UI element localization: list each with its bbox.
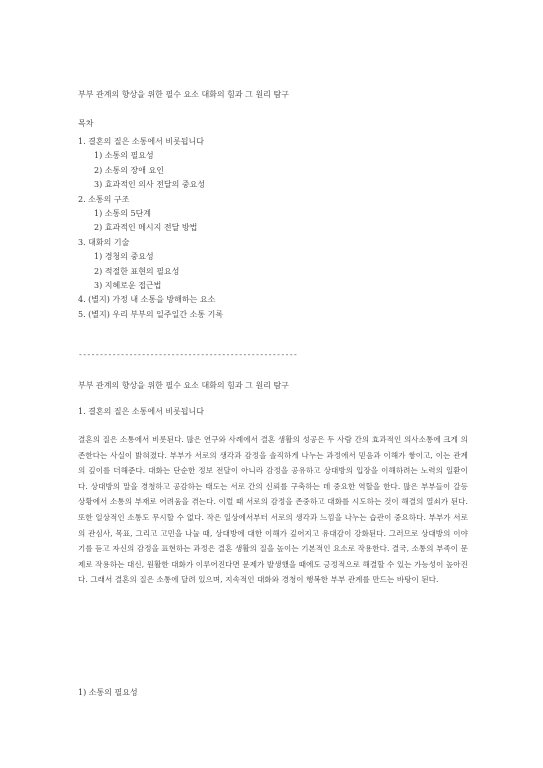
toc-item: 3) 지혜로운 접근법 — [94, 280, 162, 290]
document-title-repeat: 부부 관계의 향상을 위한 필수 요소 대화의 힘과 그 원리 탐구 — [78, 381, 289, 390]
toc-item: 2) 효과적인 메시지 전달 방법 — [94, 223, 198, 233]
toc-item: 1) 소통의 5단계 — [94, 208, 152, 218]
toc-item: 2) 적절한 표현의 필요성 — [94, 266, 180, 276]
section-heading: 1. 결혼의 질은 소통에서 비롯됩니다 — [78, 407, 204, 416]
toc-item: 1) 경청의 중요성 — [94, 252, 154, 262]
toc-heading: 목차 — [78, 119, 94, 128]
toc-item: 3) 효과적인 의사 전달의 중요성 — [94, 180, 206, 190]
section-divider: ---------------------------------------------------- — [78, 350, 298, 359]
subsection-heading: 1) 소통의 필요성 — [78, 688, 138, 697]
toc-item: 1) 소통의 필요성 — [94, 151, 154, 161]
table-of-contents — [78, 135, 223, 322]
toc-item: 5. (별지) 우리 부부의 일주일간 소통 기록 — [78, 309, 224, 319]
toc-item: 2) 소통의 장애 요인 — [94, 165, 164, 175]
toc-item: 1. 결혼의 질은 소통에서 비롯됩니다 — [78, 137, 204, 146]
document-title: 부부 관계의 향상을 위한 필수 요소 대화의 힘과 그 원리 탐구 — [78, 90, 289, 99]
toc-item: 4. (별지) 가정 내 소통을 방해하는 요소 — [78, 295, 216, 305]
section-body-paragraph: 결혼의 질은 소통에서 비롯된다. 많은 연구와 사례에서 결혼 생활의 성공은 두 사람 간의 효과적인 의사소통에 크게 의존한다는 사실이 밝혀졌다. 부부가 서로의 생각과 감정을 솔직하게 나누는 과정에서 믿음과 이해가 쌓이고, 이는 관계의 깊이를 더해준다. 대화는 단순한 정보 전달이 아니라 감정을 공유하고 상대방의 입장을 이해하려는 노력의 일환이다. 상대방의 말을 경청하고 공감하는 태도는 서로 간의 신뢰를 구축하는 데 중요한 역할을 한다. 많은 부부들이 갈등 상황에서 소통의 부재로 어려움을 겪는다. 이럴 때 서로의 감정을 존중하고 대화를 시도하는 것이 해결의 열쇠가 된다. 또한 일상적인 소통도 무시할 수 없다. 작은 일상에서부터 서로의 생각과 느낌을 나누는 습관이 중요하다. 부부가 서로의 관심사, 목표, 그리고 고민을 나눌 때, 상대방에 대한 이해가 깊어지고 유대감이 강화된다. 그러므로 상대방의 이야기를 듣고 자신의 감정을 표현하는 과정은 결혼 생활의 질을 높이는 기본적인 요소로 작용한다. 결국, 소통의 부족이 문제로 작용하는 대신, 원활한 대화가 이루어진다면 문제가 발생했을 때에도 긍정적으로 해결할 수 있는 가능성이 높아진다. 그래서 결혼의 질은 소통에 달려 있으며, 지속적인 대화와 경청이 행복한 부부 관계를 만드는 바탕이 된다. — [78, 435, 468, 585]
toc-item: 3. 대화의 기술 — [78, 237, 130, 247]
toc-item: 2. 소통의 구조 — [78, 194, 130, 204]
